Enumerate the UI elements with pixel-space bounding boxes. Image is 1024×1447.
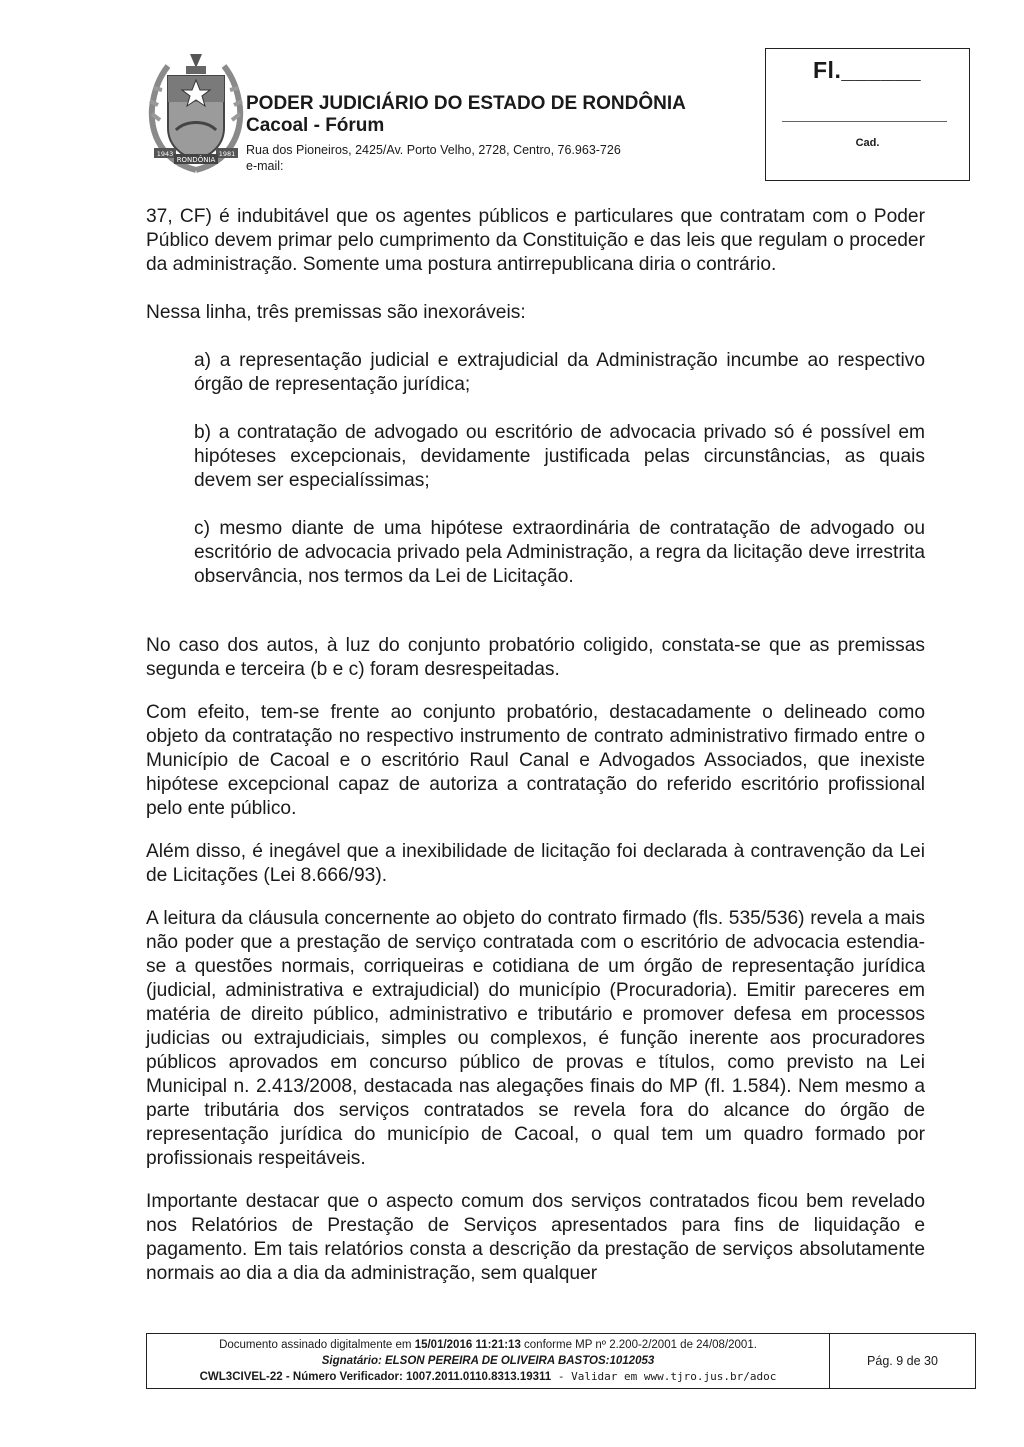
org-title: PODER JUDICIÁRIO DO ESTADO DE RONDÔNIA bbox=[246, 93, 686, 114]
paragraph: Importante destacar que o aspecto comum dos serviços contratados ficou bem revelado nos Relatórios de Prestação de Serviços apresentados para fins de liquidação e pagamento. Em tais relatórios consta a descrição da prestação de serviços absolutamente normais ao dia a dia da administração, sem qualquer bbox=[146, 1191, 925, 1284]
premise-a: a) a representação judicial e extrajudicial da Administração incumbe ao respectivo órgão de representação jurídica; bbox=[194, 350, 925, 395]
signature-line bbox=[147, 1337, 829, 1353]
signature-datetime: 15/01/2016 11:21:13 bbox=[414, 1339, 521, 1351]
paragraph: 37, CF) é indubitável que os agentes públicos e particulares que contratam com o Poder Público devem primar pelo cumprimento da Constituição e das leis que regulam o proceder da administração. Somente uma postura antirrepublicana diria o contrário. bbox=[146, 206, 925, 275]
document-body bbox=[146, 205, 925, 1286]
paragraph: A leitura da cláusula concernente ao objeto do contrato firmado (fls. 535/536) revela a mais não poder que a prestação de serviço contratada com o escritório de advocacia estendia-se a questões normais, corriqueiras e cotidiana de um órgão de representação jurídica (judicial, administrativa e extrajudicial) do município (Procuradoria). Emitir pareceres em matéria de direito público, administrativo e tributário e promover defesa em processos judicias ou extrajudiciais, simples ou complexos, é função inerente aos procuradores públicos aprovados em concurso público de provas e títulos, como previsto na Lei Municipal n. 2.413/2008, destacada nas alegações finais do MP (fl. 1.584). Nem mesmo a parte tributária dos serviços contratados se revela fora do alcance do órgão de representação jurídica do município de Cacoal, o qual tem um quadro formado por profissionais respeitáveis. bbox=[146, 908, 925, 1169]
premise-c: c) mesmo diante de uma hipótese extraordinária de contratação de advogado ou escritório de advocacia privado pela Administração, a regra da licitação deve irrestrita observância, nos termos da Lei de Licitação. bbox=[194, 518, 925, 587]
paragraph: No caso dos autos, à luz do conjunto probatório coligido, constata-se que as premissas segunda e terceira (b e c) foram desrespeitadas. bbox=[146, 635, 925, 680]
signature-prefix: Documento assinado digitalmente em bbox=[219, 1339, 415, 1351]
verifier-line bbox=[147, 1369, 829, 1385]
signature-footer bbox=[146, 1333, 976, 1389]
paragraph: Com efeito, tem-se frente ao conjunto probatório, destacadamente o delineado como objeto da contratação no respectivo instrumento de contrato administrativo firmado entre o Município de Cacoal e o escritório Raul Canal e Advogados Associados, que inexiste hipótese excepcional capaz de autoriza a contratação do referido escritório profissional pelo ente público. bbox=[146, 702, 925, 819]
seal-text: RONDÔNIA bbox=[176, 156, 216, 164]
folio-label: Fl.______ bbox=[813, 57, 922, 83]
organization-header bbox=[246, 93, 746, 174]
cad-label: Cad. bbox=[855, 137, 880, 149]
signer: Signatário: ELSON PEREIRA DE OLIVEIRA BASTOS:1012053 bbox=[321, 1355, 655, 1367]
rondonia-coat-of-arms-icon bbox=[146, 50, 246, 178]
verifier-number: CWL3CIVEL-22 - Número Verificador: 1007.2011.0110.8313.19311 bbox=[199, 1371, 552, 1383]
folio-box bbox=[765, 48, 970, 181]
org-address: Rua dos Pioneiros, 2425/Av. Porto Velho, 2728, Centro, 76.963-726 bbox=[246, 143, 621, 157]
folio-divider bbox=[782, 121, 947, 122]
org-email: e-mail: bbox=[246, 159, 284, 173]
paragraph: Além disso, é inegável que a inexibilidade de licitação foi declarada à contravenção da Lei de Licitações (Lei 8.666/93). bbox=[146, 841, 925, 886]
seal-year-left: 1943 bbox=[156, 150, 174, 158]
signature-info bbox=[147, 1334, 830, 1388]
validate-link[interactable]: - Validar em www.tjro.jus.br/adoc bbox=[551, 1370, 777, 1383]
paragraph: Nessa linha, três premissas são inexoráveis: bbox=[146, 302, 526, 323]
org-subtitle: Cacoal - Fórum bbox=[246, 115, 385, 136]
premise-b: b) a contratação de advogado ou escritório de advocacia privado só é possível em hipóteses excepcionais, devidamente justificada pelas circunstâncias, as quais devem ser especialíssimas; bbox=[194, 422, 925, 491]
page-number: Pág. 9 de 30 bbox=[867, 1354, 938, 1368]
signature-suffix: conforme MP nº 2.200-2/2001 de 24/08/2001. bbox=[520, 1339, 757, 1351]
seal-year-right: 1981 bbox=[218, 150, 236, 158]
